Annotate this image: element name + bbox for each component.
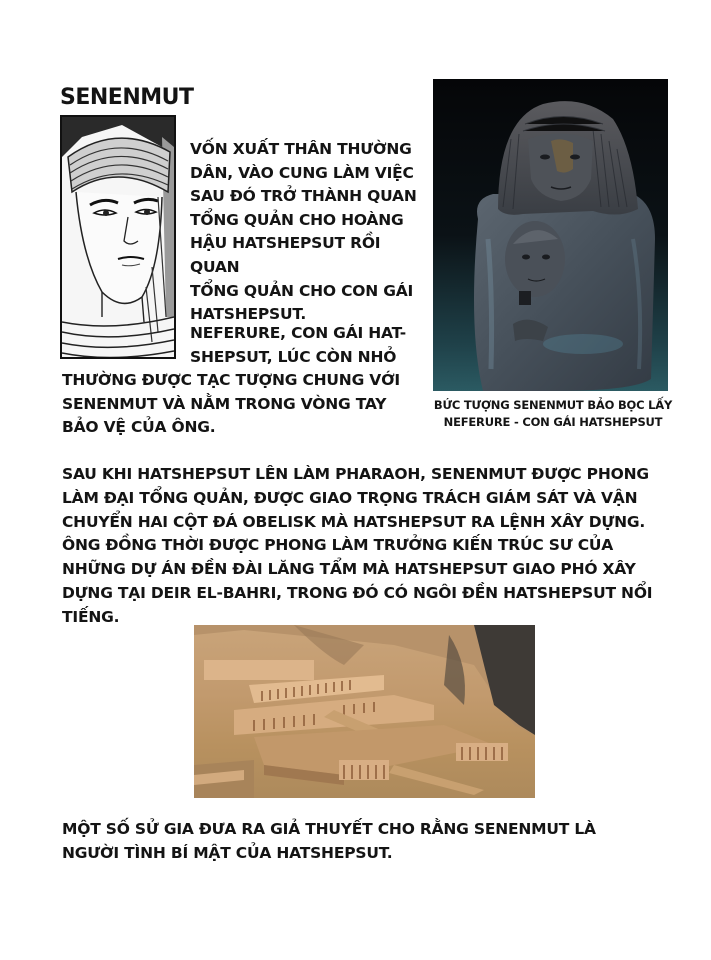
neferure-paragraph [62,322,422,440]
text-line: HATSHEPSUT. [190,305,307,324]
text-line: SENENMUT VÀ NẰM TRONG VÒNG TAY [62,394,387,413]
text-line: LÀM ĐẠI TỔNG QUẢN, ĐƯỢC GIAO TRỌNG TRÁCH GIÁM SÁT VÀ VẬN [62,488,638,507]
main-paragraph [62,463,702,630]
caption-line: BỨC TƯỢNG SENENMUT BẢO BỌC LẤY [433,398,673,412]
caption-line: NEFERURE - CON GÁI HATSHEPSUT [443,415,663,429]
text-line: SAU KHI HATSHEPSUT LÊN LÀM PHARAOH, SENENMUT ĐƯỢC PHONG [62,465,649,483]
text-line: NHỮNG DỰ ÁN ĐỀN ĐÀI LĂNG TẨM MÀ HATSHEPSUT GIAO PHÓ XÂY [62,560,636,579]
statue-caption [415,397,691,431]
temple-photo-icon [194,625,535,798]
text-line: DỰNG TẠI DEIR EL-BAHRI, TRONG ĐÓ CÓ NGÔI ĐỀN HATSHEPSUT NỔI [62,583,653,602]
text-line: ÔNG ĐỒNG THỜI ĐƯỢC PHONG LÀM TRƯỞNG KIẾN TRÚC SƯ CỦA [62,536,614,555]
text-line: SAU ĐÓ TRỞ THÀNH QUAN [190,187,417,206]
text-line: NEFERURE, CON GÁI HAT- [190,324,406,342]
text-line: SHEPSUT, LÚC CÒN NHỎ [190,347,397,366]
text-line: DÂN, VÀO CUNG LÀM VIỆC [190,163,414,182]
text-line: TỔNG QUẢN CHO HOÀNG [190,210,404,229]
text-line: NGƯỜI TÌNH BÍ MẬT CỦA HATSHEPSUT. [62,844,393,862]
text-line: HẬU HATSHEPSUT RỒI QUAN [190,234,381,276]
text-line: BẢO VỆ CỦA ÔNG. [62,418,216,437]
text-line: VỐN XUẤT THÂN THƯỜNG [190,140,412,158]
intro-paragraph [190,138,430,327]
statue-photo-icon [433,79,668,391]
text-line: TỔNG QUẢN CHO CON GÁI [190,281,414,300]
portrait-drawing-icon [62,117,174,357]
senenmut-statue-image [433,79,668,391]
text-line: MỘT SỐ SỬ GIA ĐƯA RA GIẢ THUYẾT CHO RẰNG SENENMUT LÀ [62,820,596,838]
closing-paragraph [62,817,702,865]
hatshepsut-temple-image [194,625,535,798]
text-line: THƯỜNG ĐƯỢC TẠC TƯỢNG CHUNG VỚI [62,371,400,390]
text-line: TIẾNG. [62,607,120,626]
page-title: SENENMUT [60,85,194,110]
text-line: CHUYỂN HAI CỘT ĐÁ OBELISK MÀ HATSHEPSUT RA LỆNH XÂY DỰNG. [62,512,646,531]
